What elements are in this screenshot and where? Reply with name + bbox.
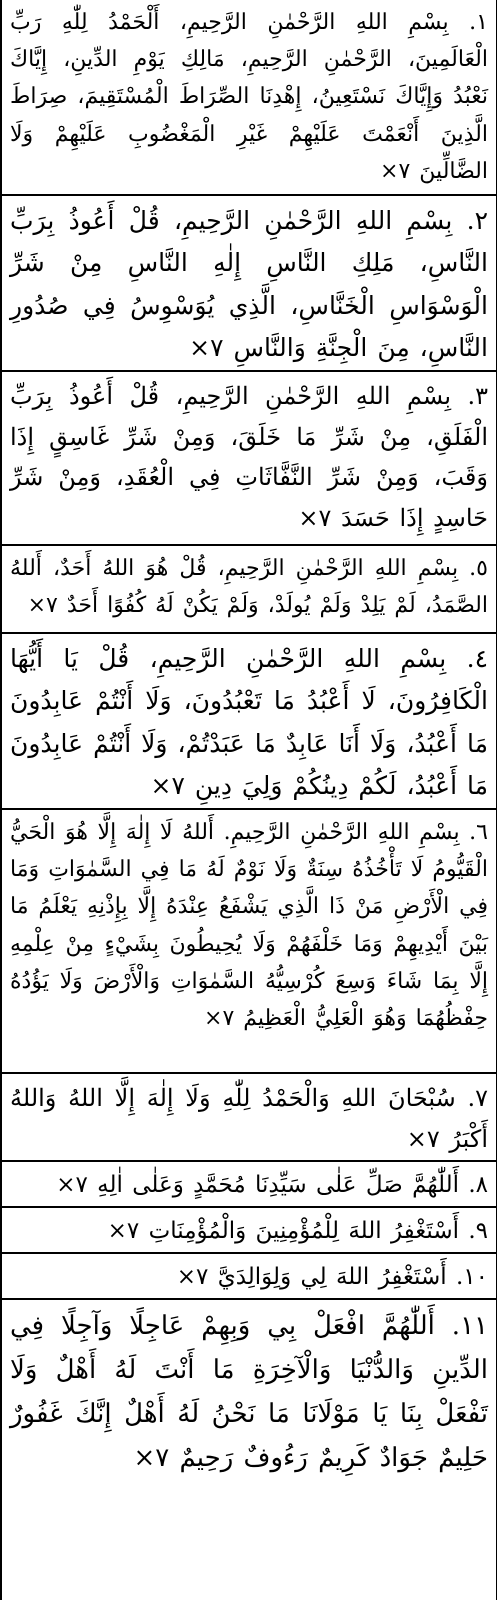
entry-text: ٩. أَسْتَغْفِرُ اللهَ لِلْمُؤْمِنِينَ وَالْمُؤْمِنَاتِ ٧× <box>107 1218 488 1244</box>
entry-text: ٦. بِسْمِ اللهِ الرَّحْمٰنِ الرَّحِيمِ. أَللهُ لَا إِلٰهَ إِلَّا هُوَ الْحَيُّ الْقَيُّومُ لَا تَأْخُذُهُ سِنَةٌ وَلَا نَوْمٌ لَهُ مَا فِي السَّمٰوَاتِ وَمَا فِي الْأَرْضِ مَنْ ذَا الَّذِي يَشْفَعُ عِنْدَهُ إِلَّا بِإِذْنِهِ يَعْلَمُ مَا بَيْنَ أَيْدِيهِمْ وَمَا خَلْفَهُمْ وَلَا يُحِيطُونَ بِشَيْءٍ مِنْ عِلْمِهِ إِلَّا بِمَا شَاءَ وَسِعَ كُرْسِيُّهُ السَّمٰوَاتِ وَالْأَرْضَ وَلَا يَؤُدُهُ حِفْظُهُمَا وَهُوَ الْعَلِيُّ الْعَظِيمُ ٧× <box>10 820 488 1032</box>
entry-text: ١٠. أَسْتَغْفِرُ اللهَ لِي وَلِوَالِدَيَّ ٧× <box>176 1264 488 1290</box>
entry-6-ayat-al-kursi <box>2 810 496 1074</box>
entry-1-fatiha <box>2 0 496 196</box>
entry-text: ١١. أَللّٰهُمَّ افْعَلْ بِي وَبِهِمْ عَاجِلًا وَآجِلًا فِي الدِّينِ وَالدُّنْيَا وَالْآخِرَةِ مَا أَنْتَ لَهُ أَهْلٌ وَلَا تَفْعَلْ بِنَا يَا مَوْلَانَا مَا نَحْنُ لَهُ أَهْلٌ إِنَّكَ غَفُورٌ حَلِيمٌ جَوَادٌ كَرِيمٌ رَءُوفٌ رَحِيمٌ ٧× <box>10 1311 488 1473</box>
entry-text: ٨. أَللّٰهُمَّ صَلِّ عَلٰى سَيِّدِنَا مُحَمَّدٍ وَعَلٰى اٰلِهِ ٧× <box>56 1172 488 1198</box>
entry-text: ١. بِسْمِ اللهِ الرَّحْمٰنِ الرَّحِيمِ، أَلْحَمْدُ لِلّٰهِ رَبِّ الْعَالَمِينَ، الرَّحْمٰنِ الرَّحِيمِ، مَالِكِ يَوْمِ الدِّينِ، إِيَّاكَ نَعْبُدُ وَإِيَّاكَ نَسْتَعِينُ، إِهْدِنَا الصِّرَاطَ الْمُسْتَقِيمَ، صِرَاطَ الَّذِينَ أَنْعَمْتَ عَلَيْهِمْ غَيْرِ الْمَغْضُوبِ عَلَيْهِمْ وَلَا الضَّالِّينَ ٧× <box>10 10 488 184</box>
entry-text: ٢. بِسْمِ اللهِ الرَّحْمٰنِ الرَّحِيمِ، قُلْ أَعُوذُ بِرَبِّ النَّاسِ، مَلِكِ النَّاسِ إِلٰهِ النَّاسِ مِنْ شَرِّ الْوَسْوَاسِ الْخَنَّاسِ، الَّذِي يُوَسْوِسُ فِي صُدُورِ النَّاسِ، مِنَ الْجِنَّةِ وَالنَّاسِ ٧× <box>10 206 488 362</box>
entry-10-istighfar-parents <box>2 1254 496 1300</box>
entry-text: ٣. بِسْمِ اللهِ الرَّحْمٰنِ الرَّحِيمِ، قُلْ أَعُوذُ بِرَبِّ الْفَلَقِ، مِنْ شَرِّ مَا خَلَقَ، وَمِنْ شَرِّ غَاسِقٍ إِذَا وَقَبَ، وَمِنْ شَرِّ النَّفَّاثَاتِ فِي الْعُقَدِ، وَمِنْ شَرِّ حَاسِدٍ إِذَا حَسَدَ ٧× <box>10 382 488 532</box>
entry-7-tasbih <box>2 1074 496 1162</box>
entry-11-dua <box>2 1300 496 1600</box>
entry-5-al-ikhlas <box>2 546 496 634</box>
entry-text: ٤. بِسْمِ اللهِ الرَّحْمٰنِ الرَّحِيمِ، قُلْ يَا أَيُّهَا الْكَافِرُونَ، لَا أَعْبُدُ مَا تَعْبُدُونَ، وَلَا أَنْتُمْ عَابِدُونَ مَا أَعْبُدُ، وَلَا أَنَا عَابِدٌ مَا عَبَدْتُمْ، وَلَا أَنْتُمْ عَابِدُونَ مَا أَعْبُدُ، لَكُمْ دِينُكُمْ وَلِيَ دِينِ ٧× <box>10 644 488 800</box>
entry-text: ٥. بِسْمِ اللهِ الرَّحْمٰنِ الرَّحِيمِ، قُلْ هُوَ اللهُ أَحَدٌ، أَللهُ الصَّمَدُ، لَمْ يَلِدْ وَلَمْ يُولَدْ، وَلَمْ يَكُنْ لَهُ كُفُوًا أَحَدٌ ٧× <box>10 556 488 619</box>
entry-2-an-nas <box>2 196 496 372</box>
entry-text: ٧. سُبْحَانَ اللهِ وَالْحَمْدُ لِلّٰهِ وَلَا إِلٰهَ إِلَّا اللهُ وَاللهُ أَكْبَرُ ٧× <box>10 1084 488 1153</box>
entry-4-al-kafirun <box>2 634 496 810</box>
entry-8-salawat <box>2 1162 496 1208</box>
entry-3-al-falaq <box>2 372 496 546</box>
entry-9-istighfar-believers <box>2 1208 496 1254</box>
